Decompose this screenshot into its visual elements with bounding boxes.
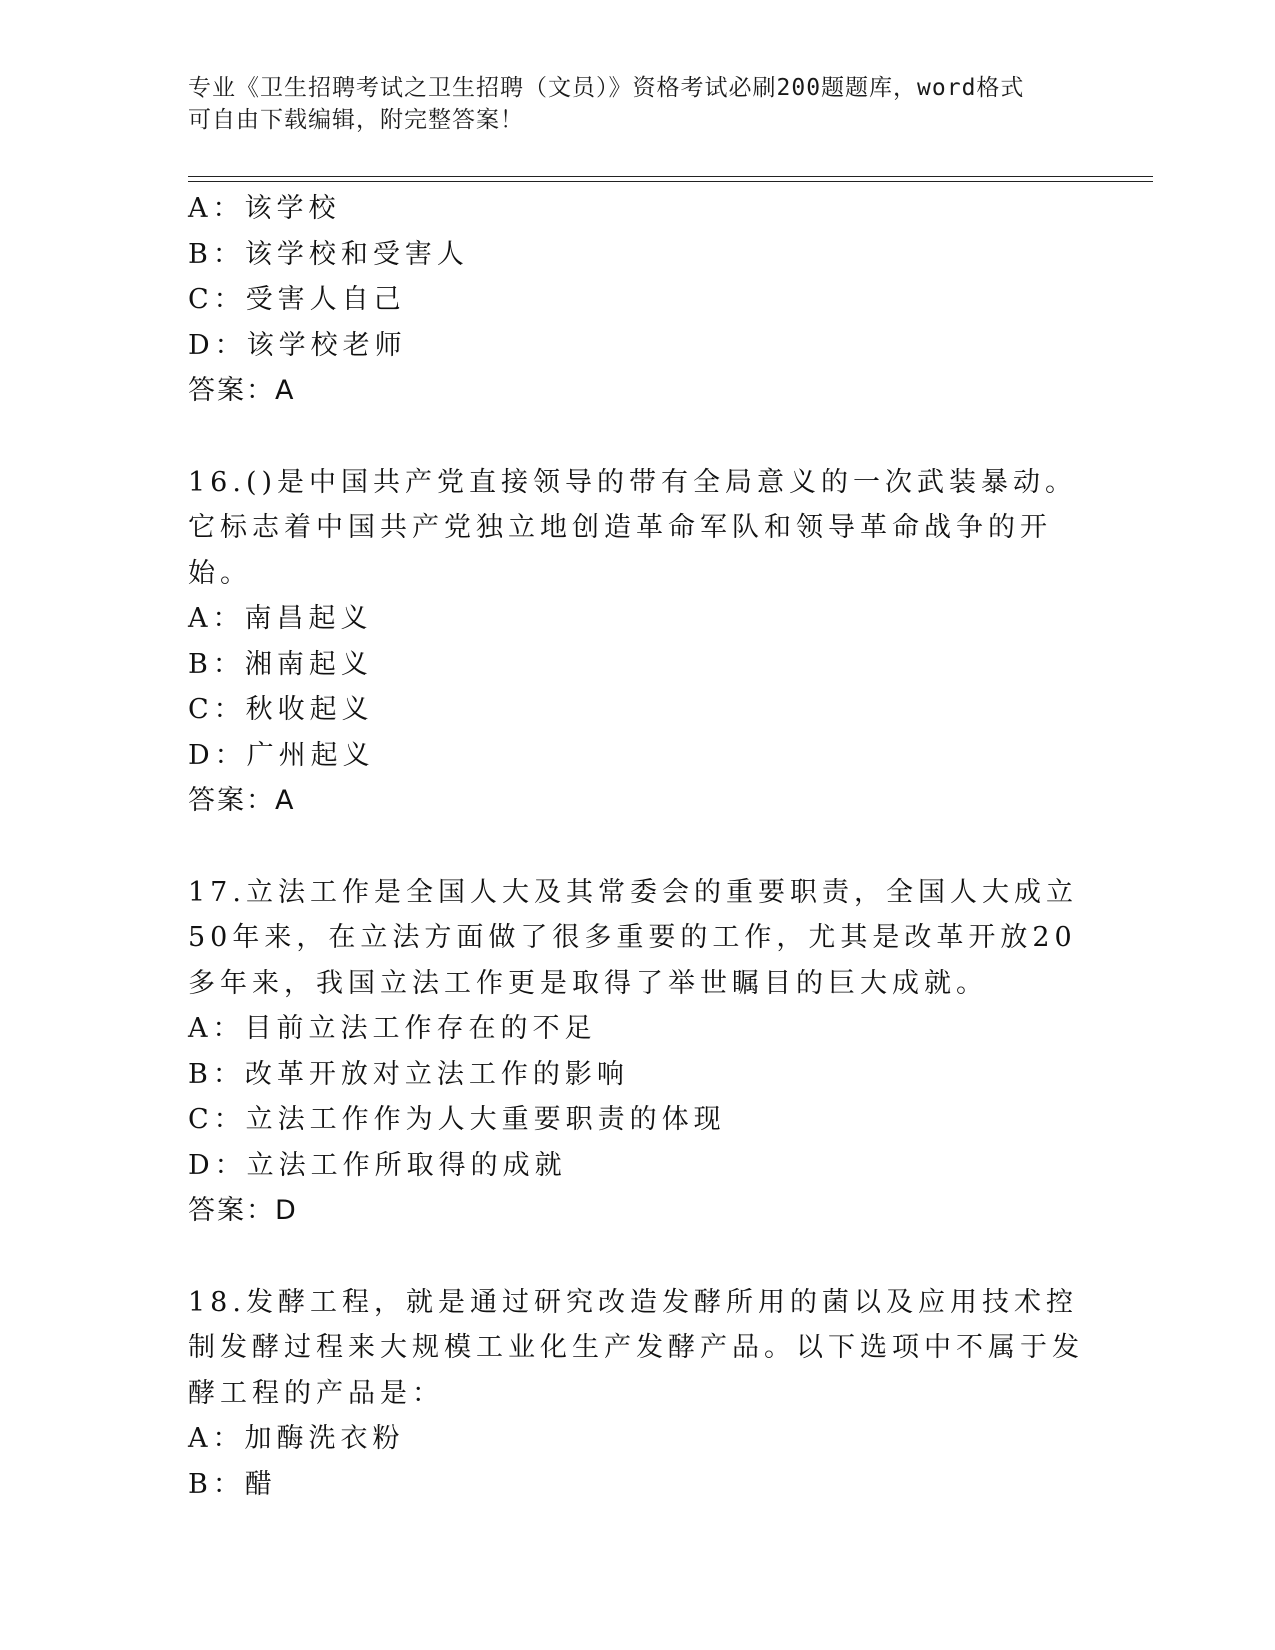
question-block-18 [188,1280,1088,1508]
option-c: C：立法工作作为人大重要职责的体现 [188,1104,726,1135]
question-block-15 [188,186,1088,414]
option-b: B：改革开放对立法工作的影响 [188,1058,629,1090]
answer-line: 答案：D [188,1195,298,1226]
document-header [188,72,1088,136]
option-c: C：秋收起义 [188,694,374,725]
option-a: A：加酶洗衣粉 [188,1423,405,1454]
option-a: A：南昌起义 [188,603,373,634]
option-c: C：受害人自己 [188,284,406,315]
option-d: D：立法工作所取得的成就 [188,1149,567,1181]
option-d: D：该学校老师 [188,329,407,361]
option-b: B：该学校和受害人 [188,238,469,270]
question-list [188,186,1088,1507]
answer-line: 答案：A [188,375,296,406]
header-line-1: 专业《卫生招聘考试之卫生招聘（文员）》资格考试必刷200题题库，word格式 [188,75,1025,101]
question-text: 17.立法工作是全国人大及其常委会的重要职责，全国人大成立50年来，在立法方面做了很多重要的工作，尤其是改革开放20多年来，我国立法工作更是取得了举世瞩目的巨大成就。 [188,876,1078,999]
answer-line: 答案：A [188,785,296,816]
header-line-2: 可自由下载编辑，附完整答案！ [188,107,524,133]
question-block-16 [188,460,1088,824]
question-block-17 [188,870,1088,1234]
option-a: A：目前立法工作存在的不足 [188,1013,597,1044]
header-divider-top [188,176,1153,177]
header-divider-bottom [188,181,1153,182]
question-text: 18.发酵工程，就是通过研究改造发酵所用的菌以及应用技术控制发酵过程来大规模工业化生产发酵产品。以下选项中不属于发酵工程的产品是： [188,1286,1084,1409]
option-a: A：该学校 [188,193,341,224]
option-d: D：广州起义 [188,739,375,771]
option-b: B：湘南起义 [188,648,373,680]
option-b: B：醋 [188,1468,277,1500]
question-text: 16.()是中国共产党直接领导的带有全局意义的一次武装暴动。它标志着中国共产党独立地创造革命军队和领导革命战争的开始。 [188,466,1078,589]
